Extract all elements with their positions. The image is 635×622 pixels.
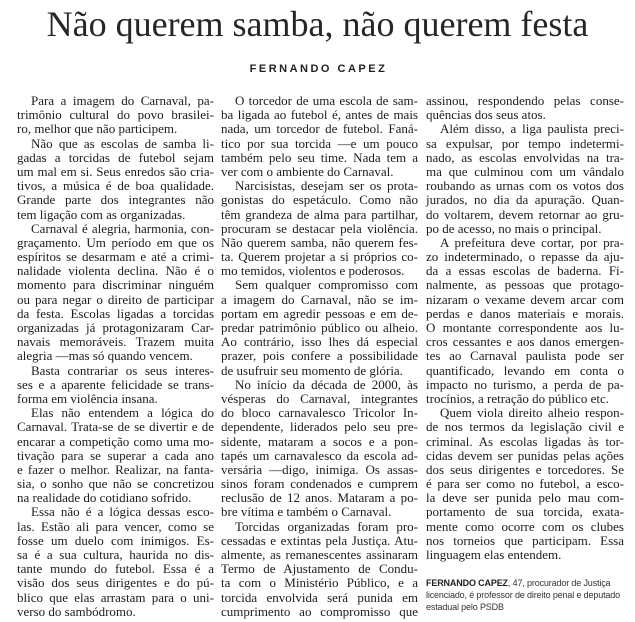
text-line: vésperas do Carnaval, integrantes [221,390,418,406]
paragraph [17,406,214,505]
paragraph-first-line: Carnaval é alegria, harmonia, con- [31,220,214,236]
paragraph-first-line: Torcidas organizadas foram pro- [235,518,418,534]
text-line: momento para discriminar ninguém [17,277,214,293]
text-line: ro, melhor que não participem. [17,121,178,137]
text-line: Grande parte dos integrantes não [17,192,214,208]
paragraph-first-line: Não que as escolas de samba li- [31,135,214,151]
text-line: portamento de sua torcida, exata- [426,504,624,520]
text-line: ba ligada ao futebol é, antes de mais [221,107,418,123]
text-line: mo temidos, violentos e poderosos. [221,263,405,279]
text-line: trimônio cultural do povo brasilei- [17,107,214,123]
text-line: cidas devem ser punidas pelas ações [426,447,624,463]
text-line: nalmente, as pessoas que protago- [426,277,624,293]
text-line: ses e a aparente felicidade se trans- [17,376,214,392]
paragraph-first-line: Para a imagem do Carnaval, pa- [31,93,214,108]
text-line: quências dos seus atos. [426,107,546,123]
paragraph [221,94,418,179]
paragraph-first-line: Sem qualquer compromisso com [235,277,418,293]
text-line: assinou, respondendo pelas conse- [426,93,624,108]
text-line: criminal. As escolas ligadas às tor- [426,433,624,449]
text-line: jurados, no dia da apuração. Quan- [426,192,624,208]
text-line: tivação para se superar a cada ano [17,447,214,463]
text-line: ta. Querem projetar a si próprios co- [221,249,418,265]
text-line: forma em violência insana. [17,390,158,406]
bio-author-name: FERNANDO CAPEZ [426,578,508,588]
paragraph-first-line: Além disso, a liga paulista preci- [440,121,624,137]
text-line: tico por sua torcida —e um pouco [221,135,418,151]
text-line: Ao contrário, isso lhes dá especial [221,334,418,350]
text-line: las. Estão ali para vencer, como se [17,518,214,534]
text-line: roubando as urnas com os votos dos [426,178,624,194]
text-line: de usufruir seu momento de glória. [221,362,403,378]
paragraph [221,179,418,278]
paragraph [221,278,418,377]
text-line: um mal em si. Seus enredos são cria- [17,163,214,179]
paragraph [17,222,214,364]
text-line: reclusão de 12 anos. Mataram a po- [221,490,418,506]
text-line: espíritos se desarmam e até a crimi- [17,249,214,265]
author-bio [426,577,624,613]
article-headline: Não querem samba, não querem festa [46,4,589,44]
text-line: versária —digo, inimiga. Os assas- [221,461,418,477]
text-column-3 [426,94,624,562]
text-line: Termo de Ajustamento de Condu- [221,561,418,577]
text-line: predar patrimônio público ou alheio. [221,320,418,335]
text-line: ta com o Ministério Público, e a [221,575,418,591]
bio-text: , 47, procurador de Justiça [507,578,611,588]
text-line: nos torneios que participam. Essa [426,532,624,548]
paragraph-first-line: Basta contrariar os seus interes- [31,362,214,378]
text-line: e fazer o melhor. Realizar, na fanta- [17,461,214,477]
text-line: linguagem elas entendem. [426,547,562,562]
text-line: navais memoráveis. Trazem muita [17,334,214,350]
text-line: fosse um duelo com inimigos. Es- [17,532,214,548]
text-line: ver com o ambiente do Carnaval. [221,163,394,179]
text-line: graçamento. Um período em que os [17,234,214,250]
text-line: portam em agredir pessoas e em de- [221,305,418,321]
text-line: gadas a torcidas de futebol sejam [17,149,214,165]
text-line: nada, um torcedor de futebol. Faná- [221,121,418,137]
text-line: ou para negar o direito de participar [17,291,214,307]
text-line: mente como ocorre com os clubes [426,518,624,534]
text-line: sa expulsar, por tempo indetermi- [426,135,624,151]
text-column-2 [221,94,418,619]
paragraph [426,236,624,406]
paragraph-first-line: Elas não entendem a lógica do [31,405,214,421]
text-line: sidente, mataram a socos e a pon- [221,433,418,449]
text-line: sa é a sua cultura, haurida no dis- [17,547,214,562]
text-line: sia, o sonho que não se concretizou [17,476,214,492]
text-column-1 [17,94,214,619]
text-line: tes ao Carnaval paulista pode ser [426,348,624,364]
text-line: na realidade do cotidiano sofrido. [17,490,192,506]
paragraph [221,378,418,520]
bio-text: licenciado, é professor de direito penal e deputado [426,590,620,600]
text-line: perdas e danos materiais e morais. [426,305,624,321]
text-line: organizadas já protagonizaram Car- [17,320,214,335]
text-line: impacto no turismo, a perda de pa- [426,376,624,392]
text-line: verso do sambódromo. [17,603,136,619]
text-line: cumprimento ao compromisso que [221,603,418,619]
text-line: procuram se destacar pela violência. [221,220,418,236]
text-line: Carnaval. Trata-se de se divertir e de [17,419,214,435]
paragraph [426,94,624,122]
text-line: blico que elas arrastam para o uni- [17,589,214,605]
author-byline: FERNANDO CAPEZ [249,63,388,75]
paragraph-first-line: Quem viola direito alheio respon- [440,405,624,421]
text-line: almente, as remanescentes assinaram [221,547,418,562]
text-line: nizaram o vexame devem arcar com [426,291,624,307]
text-line: têm grandeza de alma para partilhar, [221,206,418,222]
text-line: do bloco carnavalesco Tricolor In- [221,405,418,421]
text-line: dos seus dirigentes e torcedores. Se [426,461,624,477]
text-line: de nos termos da legislação civil e [426,419,624,435]
paragraph [17,505,214,619]
text-line: encarar a competição como uma mo- [17,433,214,449]
paragraph [426,122,624,236]
text-line: tem ligação com as organizadas. [17,206,186,222]
text-line: da a essas escolas de baderna. Fi- [426,263,624,279]
paragraph-first-line: O torcedor de uma escola de sam- [235,93,418,108]
paragraph [17,364,214,407]
paragraph [426,406,624,562]
paragraph [17,137,214,222]
text-line: la deve ser punida pelo mau com- [426,490,624,506]
text-line: ma que culminou com um vândalo [426,163,624,179]
text-line: é para ser como no futebol, a esco- [426,476,624,492]
text-line: quantificado, levando em conta o [426,362,624,378]
bio-line [426,577,624,589]
paragraph-first-line: No início da década de 2000, às [235,376,418,392]
paragraph [221,520,418,619]
text-line: O montante correspondente aos lu- [426,320,624,335]
text-line: nado, as escolas envolvidas na tra- [426,149,624,165]
text-line: zo indeterminado, o repasse da aju- [426,249,624,265]
text-line: tante mundo do futebol. Essa é a [17,561,214,577]
paragraph-first-line: A prefeitura deve cortar, por pra- [440,234,624,250]
text-line: dependente, liderados pelo seu pre- [221,419,418,435]
text-line: trocínios, a retração do público etc. [426,390,610,406]
text-line: da festa. Escolas ligadas a torcidas [17,305,214,321]
text-line: cessadas e extintas pela Justiça. Atu- [221,532,418,548]
text-line: Não querem samba, não querem fes- [221,234,418,250]
text-line: sinos foram condenados e cumprem [221,476,418,492]
text-line: tivos, a música é de boa qualidade. [17,178,214,194]
paragraph-first-line: Narcisistas, desejam ser os prota- [235,178,418,194]
text-line: também pelo seu time. Nada tem a [221,149,418,165]
text-line: gonistas do espetáculo. Como não [221,192,418,208]
text-line: torcida envolvida será punida em [221,589,418,605]
text-line: po de acesso, no mais o principal. [426,220,602,236]
bio-text: estadual pelo PSDB [426,602,504,612]
paragraph [17,94,214,137]
text-line: cros cessantes e aos danos emergen- [426,334,624,350]
text-line: nalidade violenta declina. Não é o [17,263,214,279]
text-line: a imagem do Carnaval, não se im- [221,291,418,307]
text-line: bre vítima e também o Carnaval. [221,504,392,520]
text-line: visão dos seus dirigentes e do pú- [17,575,214,591]
text-line: tapés um carnavalesco da escola ad- [221,447,418,463]
text-line: prazer, pois confere a possibilidade [221,348,418,364]
paragraph-first-line: Essa não é a lógica dessas esco- [31,504,214,520]
text-line: do voltarem, devem retornar ao gru- [426,206,624,222]
text-line: alegria —mas só quando vencem. [17,348,193,364]
